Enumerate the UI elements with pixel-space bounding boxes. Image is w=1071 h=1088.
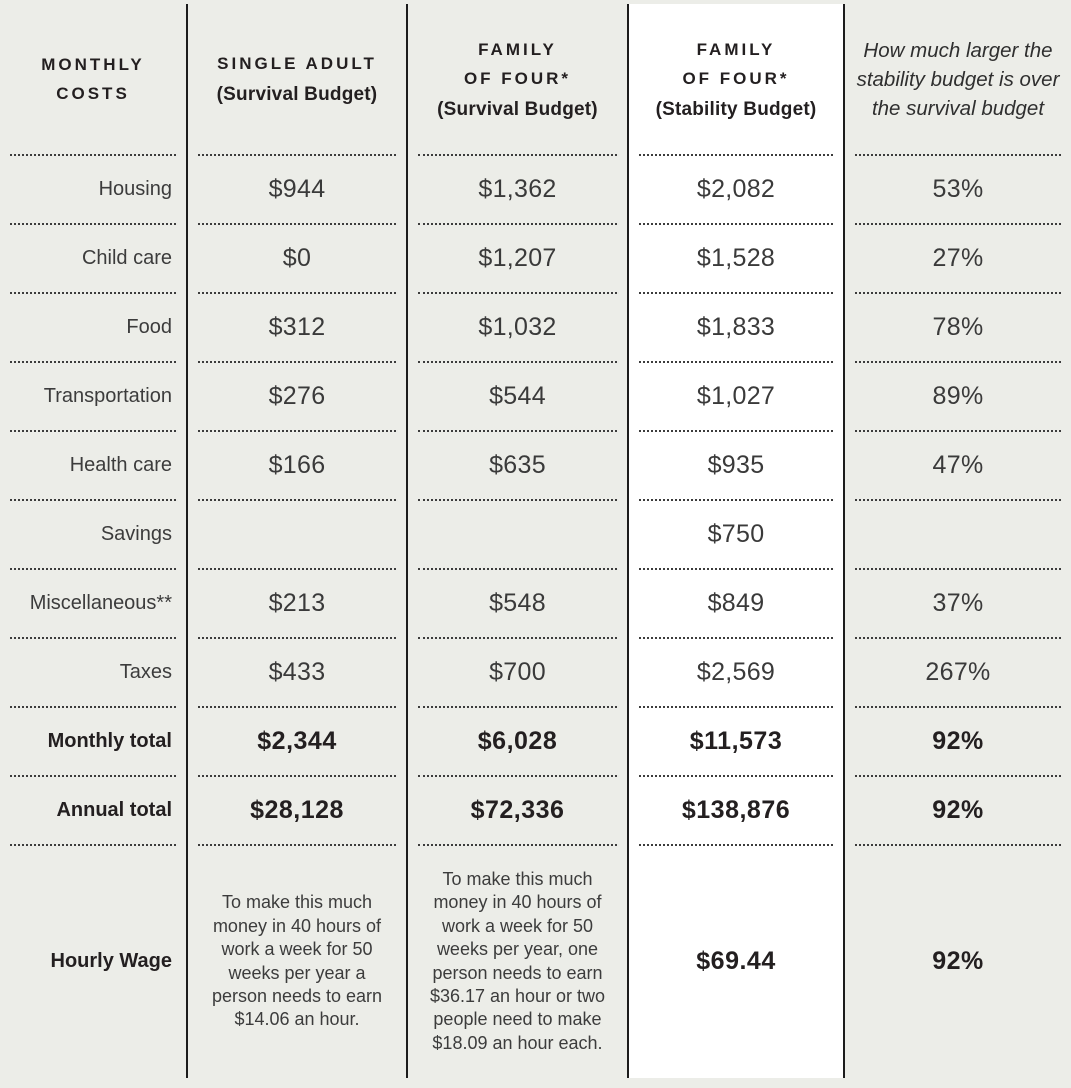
value-text: $6,028: [477, 727, 558, 755]
cell-hourly-wage-sa: [188, 845, 406, 1078]
cell-taxes-pct: [845, 638, 1071, 707]
table-grid: [0, 4, 1071, 1078]
header-line: FAMILY: [478, 39, 557, 59]
value-text: 27%: [932, 244, 984, 272]
cell-child-care-pct: [845, 224, 1071, 293]
value-text: $276: [268, 382, 326, 410]
column-family-four-stability: [627, 4, 845, 1078]
value-text: $0: [282, 244, 312, 272]
cell-monthly-total-pct: [845, 707, 1071, 776]
cell-food-f4s: [408, 293, 627, 362]
value-text: 89%: [932, 382, 984, 410]
value-text: $1,528: [696, 244, 776, 272]
row-label-housing: [0, 155, 186, 224]
value-text: $138,876: [681, 796, 791, 824]
header-monthly-costs: [0, 4, 186, 155]
value-text: $700: [489, 658, 546, 686]
cell-child-care-f4s: [408, 224, 627, 293]
value-text: 92%: [932, 796, 984, 824]
value-text: 267%: [925, 658, 991, 686]
value-text: $166: [268, 451, 326, 479]
cell-hourly-wage-f4st: [629, 845, 843, 1078]
row-label-text: Monthly total: [47, 730, 172, 752]
row-label-text: Child care: [81, 247, 172, 269]
value-text: $11,573: [689, 727, 783, 755]
row-label-health-care: [0, 431, 186, 500]
value-text: $635: [489, 451, 546, 479]
cell-annual-total-f4s: [408, 776, 627, 845]
header-subtitle: (Survival Budget): [437, 98, 598, 120]
value-text: $944: [268, 175, 326, 203]
value-text: $750: [707, 520, 765, 548]
header-line: OF FOUR*: [463, 68, 572, 88]
header-line: SINGLE ADULT: [217, 54, 377, 74]
cell-food-f4st: [629, 293, 843, 362]
cell-transportation-f4st: [629, 362, 843, 431]
row-label-miscellaneous: [0, 569, 186, 638]
value-text: $1,362: [478, 175, 557, 203]
row-label-text: Savings: [100, 523, 172, 545]
cell-savings-f4st: [629, 500, 843, 569]
row-label-child-care: [0, 224, 186, 293]
value-text: 37%: [932, 589, 984, 617]
value-text: $312: [268, 313, 326, 341]
cell-monthly-total-sa: [188, 707, 406, 776]
header-comparison: [845, 4, 1071, 155]
row-label-food: [0, 293, 186, 362]
row-label-transportation: [0, 362, 186, 431]
row-label-text: Annual total: [56, 799, 172, 821]
header-line: MONTHLY: [41, 54, 145, 74]
cell-transportation-sa: [188, 362, 406, 431]
cell-housing-sa: [188, 155, 406, 224]
value-text: $1,833: [696, 313, 776, 341]
value-text: 47%: [932, 451, 984, 479]
value-text: 92%: [932, 947, 984, 975]
value-text: 92%: [932, 727, 984, 755]
cell-housing-f4s: [408, 155, 627, 224]
header-line: FAMILY: [696, 39, 776, 59]
cell-health-care-f4s: [408, 431, 627, 500]
cell-taxes-f4st: [629, 638, 843, 707]
header-family-four-survival: [408, 4, 627, 155]
header-comparison-text: How much larger the stability budget is over the survival budget: [856, 38, 1060, 121]
row-label-text: Health care: [69, 454, 172, 476]
row-label-hourly-wage: [0, 845, 186, 1078]
cell-savings-sa: [188, 500, 406, 569]
header-single-adult: [188, 4, 406, 155]
value-text: $433: [268, 658, 326, 686]
cell-housing-pct: [845, 155, 1071, 224]
value-text: $213: [268, 589, 326, 617]
cell-miscellaneous-sa: [188, 569, 406, 638]
cell-miscellaneous-f4st: [629, 569, 843, 638]
value-text: $2,344: [257, 727, 337, 755]
cell-child-care-f4st: [629, 224, 843, 293]
cell-annual-total-pct: [845, 776, 1071, 845]
value-text: $1,027: [696, 382, 776, 410]
value-text: $28,128: [250, 796, 344, 824]
cell-health-care-pct: [845, 431, 1071, 500]
cell-hourly-wage-pct: [845, 845, 1071, 1078]
cell-taxes-f4s: [408, 638, 627, 707]
row-label-savings: [0, 500, 186, 569]
header-family-four-stability: [629, 4, 843, 155]
value-text: $935: [707, 451, 765, 479]
cell-taxes-sa: [188, 638, 406, 707]
row-label-text: Miscellaneous**: [29, 592, 172, 614]
header-subtitle: (Stability Budget): [655, 98, 817, 120]
cell-monthly-total-f4s: [408, 707, 627, 776]
row-label-text: Transportation: [43, 385, 172, 407]
column-single-adult-survival: [186, 4, 406, 1078]
cell-miscellaneous-f4s: [408, 569, 627, 638]
cell-housing-f4st: [629, 155, 843, 224]
column-monthly-costs: [0, 4, 186, 1078]
cell-miscellaneous-pct: [845, 569, 1071, 638]
cell-health-care-f4st: [629, 431, 843, 500]
column-family-four-survival: [406, 4, 627, 1078]
cell-annual-total-f4st: [629, 776, 843, 845]
cell-food-sa: [188, 293, 406, 362]
row-label-text: Food: [126, 316, 172, 338]
value-text: $1,207: [478, 244, 557, 272]
cell-savings-f4s: [408, 500, 627, 569]
cell-health-care-sa: [188, 431, 406, 500]
cell-transportation-f4s: [408, 362, 627, 431]
row-label-taxes: [0, 638, 186, 707]
row-label-text: Hourly Wage: [50, 950, 172, 972]
header-line: COSTS: [56, 83, 130, 103]
value-text: 53%: [932, 175, 984, 203]
column-comparison: [845, 4, 1071, 1078]
cell-annual-total-sa: [188, 776, 406, 845]
hourly-wage-note: To make this much money in 40 hours of work a week for 50 weeks per year a person needs to earn $14.06 an hour.: [211, 892, 383, 1030]
cell-food-pct: [845, 293, 1071, 362]
cell-child-care-sa: [188, 224, 406, 293]
value-text: $72,336: [470, 796, 565, 824]
value-text: 78%: [932, 313, 984, 341]
header-subtitle: (Survival Budget): [216, 84, 378, 106]
value-text: $1,032: [478, 313, 557, 341]
hourly-wage-note: To make this much money in 40 hours of work a week for 50 weeks per year, one person needs to earn $36.17 an hour or two people need to make $18.09 an hour each.: [429, 868, 606, 1053]
cell-hourly-wage-f4s: [408, 845, 627, 1078]
cell-monthly-total-f4st: [629, 707, 843, 776]
value-text: $2,082: [696, 175, 776, 203]
cell-savings-pct: [845, 500, 1071, 569]
row-label-annual-total: [0, 776, 186, 845]
value-text: $2,569: [696, 658, 776, 686]
value-text: $849: [707, 589, 765, 617]
cell-transportation-pct: [845, 362, 1071, 431]
value-text: $544: [489, 382, 546, 410]
value-text: $69.44: [696, 947, 776, 975]
row-label-monthly-total: [0, 707, 186, 776]
value-text: $548: [489, 589, 546, 617]
row-label-text: Housing: [98, 178, 172, 200]
header-line: OF FOUR*: [682, 68, 790, 88]
row-label-text: Taxes: [119, 661, 172, 683]
